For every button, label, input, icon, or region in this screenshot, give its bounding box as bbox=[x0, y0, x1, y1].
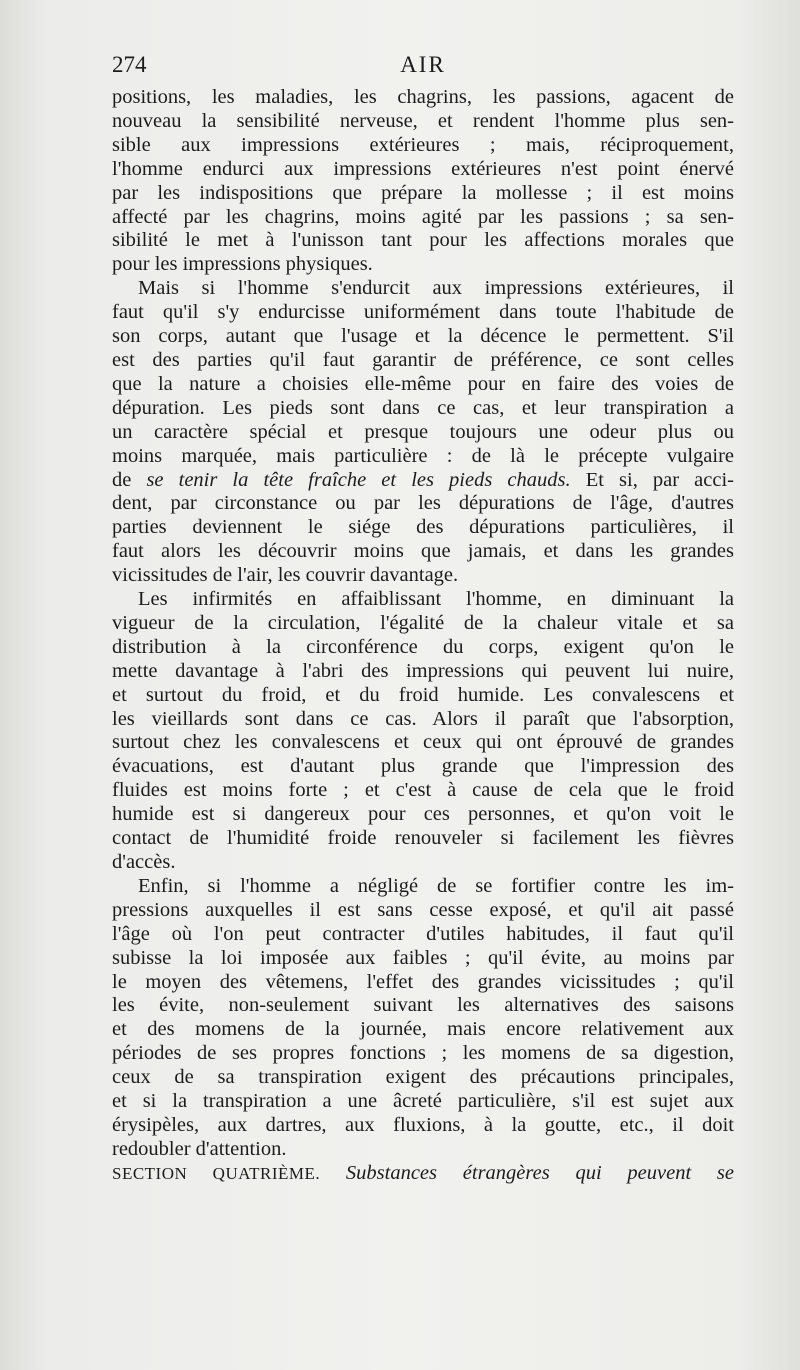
text-line: sible aux impressions extérieures ; mais, réciproquement, bbox=[112, 133, 734, 156]
paragraph-3 bbox=[112, 588, 734, 875]
text-line: et des momens de la journée, mais encore relativement aux bbox=[112, 1018, 734, 1041]
text-line: parties deviennent le siége des dépurations particulières, il bbox=[112, 516, 734, 539]
paragraph-1 bbox=[112, 86, 734, 277]
text-line: périodes de ses propres fonctions ; les momens de sa digestion, bbox=[112, 1042, 734, 1065]
text-line: vigueur de la circulation, l'égalité de la chaleur vitale et sa bbox=[112, 611, 734, 634]
text-line: un caractère spécial et presque toujours une odeur plus ou bbox=[112, 420, 734, 443]
text-line: dent, par circonstance ou par les dépurations de l'âge, d'autres bbox=[112, 492, 734, 515]
text-line: subisse la loi imposée aux faibles ; qu'il évite, au moins par bbox=[112, 946, 734, 969]
text-line: son corps, autant que l'usage et la décence le permettent. S'il bbox=[112, 325, 734, 348]
text-line: surtout chez les convalescens et ceux qui ont éprouvé de grandes bbox=[112, 731, 734, 754]
text-line: que la nature a choisies elle-même pour en faire des voies de bbox=[112, 372, 734, 395]
paragraph-4 bbox=[112, 875, 734, 1162]
page-number: 274 bbox=[112, 52, 147, 77]
section-label: SECTION QUATRIÈME. bbox=[112, 1163, 321, 1183]
text-line: humide est si dangereux pour ces personnes, et qu'on voit le bbox=[112, 803, 734, 826]
text-line: pour les impressions physiques. bbox=[112, 253, 373, 276]
text-line: distribution à la circonférence du corps, exigent qu'on le bbox=[112, 635, 734, 658]
text-line: évacuations, est d'autant plus grande que l'impression des bbox=[112, 755, 734, 778]
text-run: de bbox=[112, 468, 147, 491]
text-line: est des parties qu'il faut garantir de préférence, ce sont celles bbox=[112, 348, 734, 371]
text-line: positions, les maladies, les chagrins, les passions, agacent de bbox=[112, 86, 734, 108]
text-line: redoubler d'attention. bbox=[112, 1137, 287, 1160]
text-line: Les infirmités en affaiblissant l'homme, en diminuant la bbox=[138, 588, 734, 611]
text-line: l'homme endurci aux impressions extérieures n'est point énervé bbox=[112, 157, 734, 180]
text-line: faut qu'il s'y endurcisse uniformément dans toute l'habitude de bbox=[112, 301, 734, 324]
text-line: sibilité le met à l'unisson tant pour les affections morales que bbox=[112, 229, 734, 252]
text-line-italic bbox=[112, 469, 734, 493]
text-line: Mais si l'homme s'endurcit aux impressions extérieures, il bbox=[138, 277, 734, 300]
text-line: les évite, non-seulement suivant les alternatives des saisons bbox=[112, 994, 734, 1017]
text-line: les vieillards sont dans ce cas. Alors il paraît que l'absorption, bbox=[112, 707, 734, 730]
body-text bbox=[112, 86, 734, 1186]
text-line: mette davantage à l'abri des impressions qui peuvent lui nuire, bbox=[112, 659, 734, 682]
text-line: faut alors les découvrir moins que jamais, et dans les grandes bbox=[112, 540, 734, 563]
text-line: fluides est moins forte ; et c'est à cause de cela que le froid bbox=[112, 779, 734, 802]
text-line: Enfin, si l'homme a négligé de se fortifier contre les im- bbox=[138, 874, 734, 897]
text-line: le moyen des vêtemens, l'effet des grandes vicissitudes ; qu'il bbox=[112, 970, 734, 993]
running-head: AIR bbox=[400, 52, 446, 77]
text-line: érysipèles, aux dartres, aux fluxions, à la goutte, etc., il doit bbox=[112, 1113, 734, 1136]
page-header bbox=[112, 52, 734, 86]
text-line: moins marquée, mais particulière : de là le précepte vulgaire bbox=[112, 444, 734, 467]
text-line: affecté par les chagrins, moins agité par les passions ; sa sen- bbox=[112, 205, 734, 228]
text-line: pressions auxquelles il est sans cesse exposé, et qu'il ait passé bbox=[112, 898, 734, 921]
text-line: contact de l'humidité froide renouveler si facilement les fièvres bbox=[112, 827, 734, 850]
paragraph-2 bbox=[112, 277, 734, 588]
text-line: et surtout du froid, et du froid humide. Les convalescens et bbox=[112, 683, 734, 706]
text-line: par les indispositions que prépare la mollesse ; il est moins bbox=[112, 181, 734, 204]
italic-phrase: se tenir la tête fraîche et les pieds chauds. bbox=[146, 468, 571, 491]
text-line: et si la transpiration a une âcreté particulière, s'il est sujet aux bbox=[112, 1090, 734, 1113]
text-line: nouveau la sensibilité nerveuse, et rendent l'homme plus sen- bbox=[112, 109, 734, 132]
text-line: vicissitudes de l'air, les couvrir davantage. bbox=[112, 564, 459, 587]
text-line: dépuration. Les pieds sont dans ce cas, et leur transpiration a bbox=[112, 396, 734, 419]
text-run: Et si, par acci- bbox=[570, 468, 735, 491]
section-title: Substances étrangères qui peuvent se bbox=[345, 1161, 734, 1184]
text-line: ceux de sa transpiration exigent des précautions principales, bbox=[112, 1066, 734, 1089]
text-line: l'âge où l'on peut contracter d'utiles habitudes, il faut qu'il bbox=[112, 922, 734, 945]
text-line: d'accès. bbox=[112, 851, 176, 873]
section-heading bbox=[112, 1162, 734, 1186]
